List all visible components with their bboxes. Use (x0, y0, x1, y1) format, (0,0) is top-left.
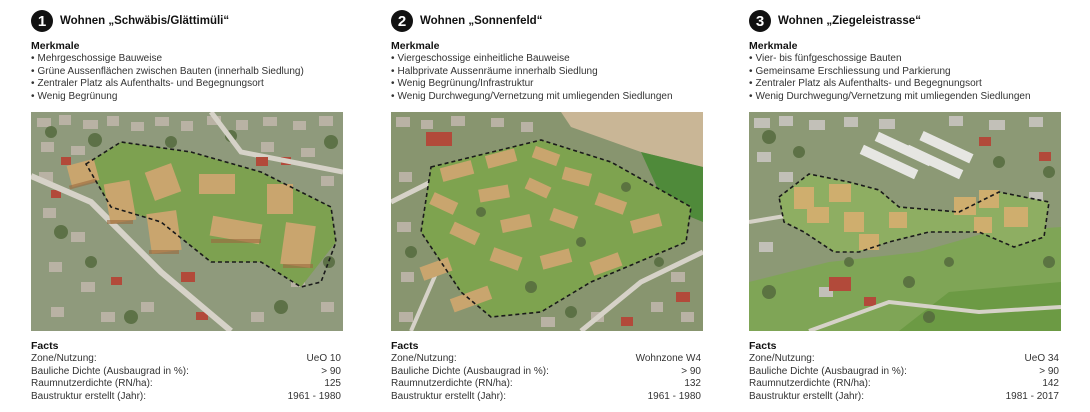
facts-table (391, 353, 701, 403)
fact-value: > 90 (1039, 365, 1059, 377)
fact-label: Zone/Nutzung: (391, 353, 457, 364)
features-title: Merkmale (749, 40, 798, 52)
fact-value: 1981 - 2017 (1005, 390, 1059, 402)
card-title: Wohnen „Ziegeleistrasse“ (778, 15, 921, 27)
fact-value: UeO 34 (1024, 353, 1059, 364)
feature-item: • Viergeschossige einheitliche Bauweise (391, 53, 673, 66)
fact-value: 1961 - 1980 (287, 390, 341, 402)
fact-row (31, 378, 341, 391)
feature-item: • Zentraler Platz als Aufenthalts- und Begegnungsort (31, 78, 304, 91)
fact-value: UeO 10 (306, 353, 341, 364)
fact-label: Raumnutzerdichte (RN/ha): (391, 378, 513, 389)
number-badge: 1 (31, 10, 53, 32)
facts-title: Facts (391, 340, 419, 352)
fact-label: Bauliche Dichte (Ausbaugrad in %): (391, 365, 549, 377)
fact-row (391, 391, 701, 404)
feature-item: • Wenig Durchwegung/Vernetzung mit umliegenden Siedlungen (749, 91, 1031, 104)
aerial-photo-schwaebis (31, 112, 343, 331)
fact-label: Baustruktur erstellt (Jahr): (749, 390, 865, 402)
card-title: Wohnen „Schwäbis/Glättimüli“ (60, 15, 230, 27)
fact-value: 1961 - 1980 (647, 390, 701, 402)
fact-value: > 90 (321, 365, 341, 377)
card-ziegeleistrasse (749, 0, 1061, 412)
facts-title: Facts (749, 340, 777, 352)
card-sonnenfeld (391, 0, 703, 412)
fact-row (749, 378, 1059, 391)
fact-value: 142 (1042, 378, 1059, 389)
fact-row (391, 353, 701, 366)
fact-label: Zone/Nutzung: (31, 353, 97, 364)
fact-row (391, 366, 701, 379)
card-header (31, 9, 229, 33)
fact-label: Raumnutzerdichte (RN/ha): (31, 378, 153, 389)
aerial-photo-sonnenfeld (391, 112, 703, 331)
feature-item: • Wenig Begrünung/Infrastruktur (391, 78, 673, 91)
feature-item: • Grüne Aussenflächen zwischen Bauten (innerhalb Siedlung) (31, 66, 304, 79)
fact-row (31, 366, 341, 379)
fact-row (391, 378, 701, 391)
fact-value: Wohnzone W4 (635, 353, 701, 364)
fact-value: 132 (684, 378, 701, 389)
feature-item: • Gemeinsame Erschliessung und Parkierung (749, 66, 1031, 79)
number-badge: 3 (749, 10, 771, 32)
features-title: Merkmale (31, 40, 80, 52)
facts-title: Facts (31, 340, 59, 352)
feature-item: • Mehrgeschossige Bauweise (31, 53, 304, 66)
fact-row (31, 353, 341, 366)
feature-item: • Wenig Begrünung (31, 91, 304, 104)
fact-row (31, 391, 341, 404)
feature-item: • Wenig Durchwegung/Vernetzung mit umliegenden Siedlungen (391, 91, 673, 104)
fact-label: Raumnutzerdichte (RN/ha): (749, 378, 871, 389)
feature-item: • Vier- bis fünfgeschossige Bauten (749, 53, 1031, 66)
fact-label: Baustruktur erstellt (Jahr): (391, 390, 507, 402)
features-list (749, 53, 1031, 103)
card-schwaebis (31, 0, 343, 412)
features-title: Merkmale (391, 40, 440, 52)
fact-label: Bauliche Dichte (Ausbaugrad in %): (749, 365, 907, 377)
fact-label: Baustruktur erstellt (Jahr): (31, 390, 147, 402)
card-header (391, 9, 542, 33)
card-header (749, 9, 921, 33)
fact-value: > 90 (681, 365, 701, 377)
fact-row (749, 366, 1059, 379)
feature-item: • Zentraler Platz als Aufenthalts- und Begegnungsort (749, 78, 1031, 91)
feature-item: • Halbprivate Aussenräume innerhalb Siedlung (391, 66, 673, 79)
number-badge: 2 (391, 10, 413, 32)
fact-row (749, 391, 1059, 404)
aerial-photo-ziegeleistrasse (749, 112, 1061, 331)
fact-value: 125 (324, 378, 341, 389)
fact-label: Zone/Nutzung: (749, 353, 815, 364)
features-list (31, 53, 304, 103)
facts-table (749, 353, 1059, 403)
card-title: Wohnen „Sonnenfeld“ (420, 15, 543, 27)
features-list (391, 53, 673, 103)
facts-table (31, 353, 341, 403)
fact-row (749, 353, 1059, 366)
fact-label: Bauliche Dichte (Ausbaugrad in %): (31, 365, 189, 377)
